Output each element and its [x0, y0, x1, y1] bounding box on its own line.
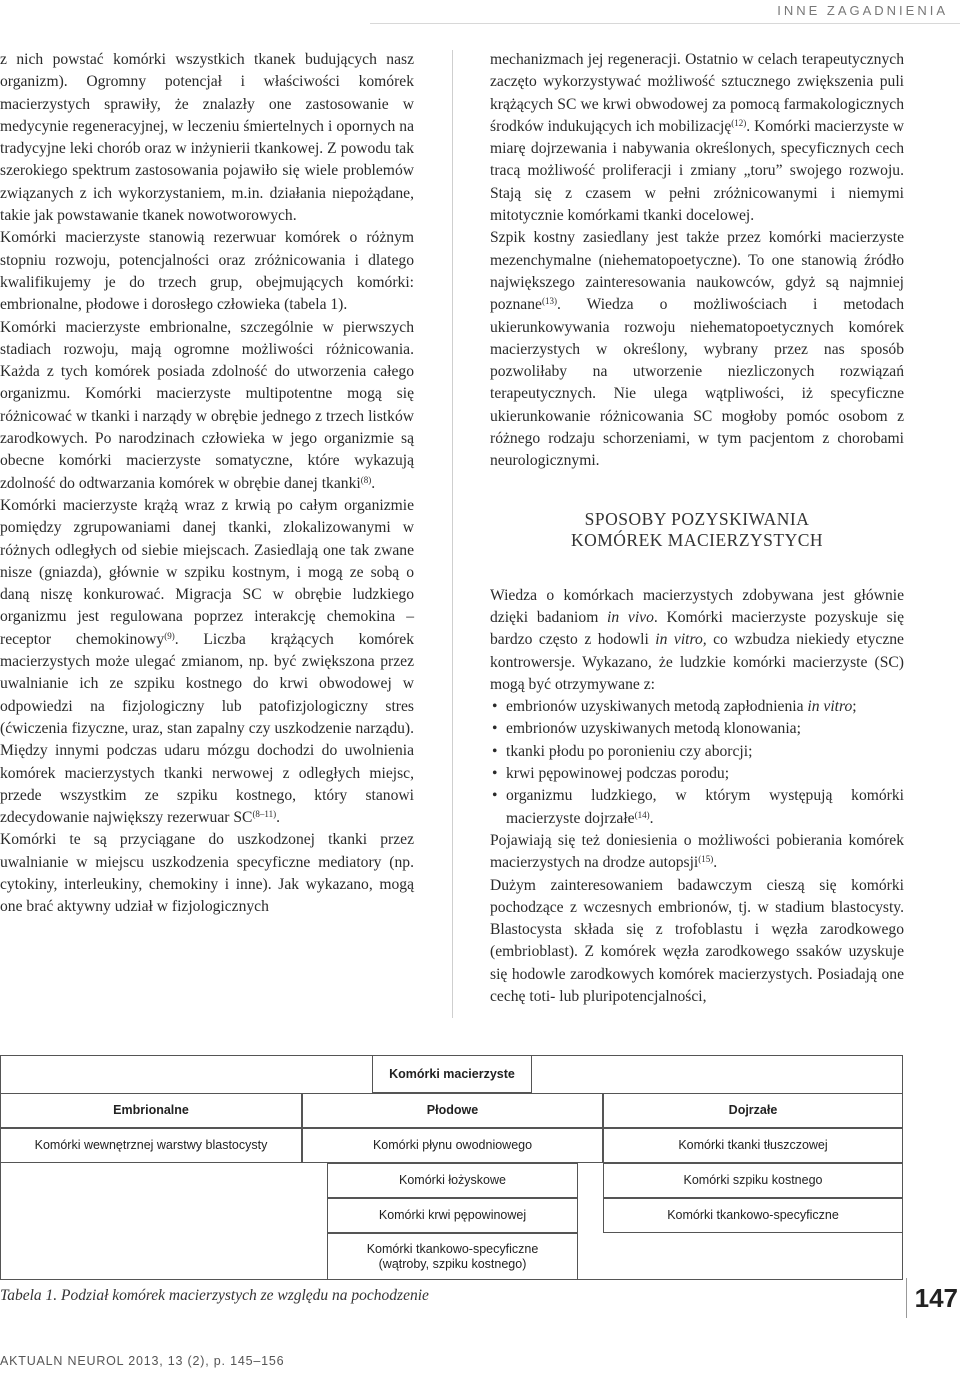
text: Komórki macierzyste embrionalne, szczególnie w pierwszych stadiach rozwoju, mają ogromne możliwości różnicowania. Każda z tych komórek posiada zdolność do utworzenia całego organizmu. Komórki macierzyste multipotentne mogą się różnicować w tkanki i narządy w obrębie jednego z trzech listków zarodkowych. Po narodzinach człowieka w jego organizmie są obecne komórki macierzyste somatyczne, które wykazują zdolność do odtwarzania komórek w obrębie danej tkanki	[0, 318, 414, 492]
right-paragraph-3	[490, 585, 904, 696]
section-heading	[490, 509, 904, 551]
reference: (13)	[541, 296, 557, 307]
left-paragraph-2: Komórki macierzyste stanowią rezerwuar komórek o różnym stopniu rozwoju, potencjalności oraz zróżnicowania i dlatego kwalifikujemy je do trzech grup, obejmujących komórki: embrionalne, płodowe i dorosłego człowieka (tabela 1).	[0, 229, 414, 314]
text: .	[713, 854, 718, 872]
reference: (15)	[698, 854, 714, 865]
text: co wzbudza niekiedy etyczne kontrowersje. Wykazano, że ludzkie komórki macierzyste (SC) mogą być otrzymywane z:	[490, 631, 904, 693]
text: . Liczba krążących komórek macierzystych może ulegać zmianom, np. być zwiększona przez uwalnianie ich ze szpiku kostnego do krwi obwodowej w odpowiedzi na fizjologiczny lub patofizjologiczny stres (ćwiczenia fizyczne, uraz, stan zapalny czy uszkodzenie narządu). Między innymi podczas udaru mózgu dochodzi do uwolnienia komórek macierzystych tkanki nerwowej z odległych miejsc, przede wszystkim ze szpiku kostnego, który stanowi zdecydowanie największy rezerwuar SC	[0, 630, 414, 827]
right-paragraph-2	[490, 227, 904, 472]
section-heading-line-1: SPOSOBY POZYSKIWANIA	[584, 508, 810, 529]
right-column	[490, 49, 904, 1008]
italic-term: in vivo	[607, 608, 654, 626]
table-cell: Komórki płynu owodniowego	[302, 1128, 603, 1163]
section-heading-line-2: KOMÓREK MACIERZYSTYCH	[570, 529, 824, 550]
table-cell: Komórki szpiku kostnego	[603, 1163, 902, 1198]
table-cell: Komórki łożyskowe	[327, 1163, 578, 1198]
running-head: INNE ZAGADNIENIA	[370, 0, 960, 24]
text: ;	[852, 698, 857, 716]
text: organizmu ludzkiego, w którym występują komórki macierzyste dojrzałe	[506, 787, 904, 827]
text: Wiedza o komórkach macierzystych zdobywana jest głównie dzięki badaniom	[490, 586, 904, 626]
table-cell: Komórki wewnętrznej warstwy blastocysty	[1, 1128, 302, 1163]
text: mechanizmach jej regeneracji. Ostatnio w celach terapeutycznych zaczęto wykorzystywać możliwość sztucznego zwiększenia puli krążących SC we krwi obwodowej za pomocą farmakologicznych środków indukujących ich mobilizację	[490, 51, 904, 135]
table-cell: Komórki krwi pępowinowej	[327, 1198, 578, 1233]
stem-cell-table	[0, 1055, 903, 1280]
list-item: • embrionów uzyskiwanych metodą klonowania;	[490, 718, 904, 740]
column-divider	[452, 50, 453, 1018]
table-cell-line: (wątroby, szpiku kostnego)	[378, 1256, 527, 1271]
left-paragraph-5: Komórki te są przyciągane do uszkodzonej tkanki przez uwalnianie w miejscu uszkodzenia specyficzne mediatory (np. cytokiny, interleukiny, chemokiny i inne). Jak wykazano, mogą one brać aktywny udział w fizjologicznych	[0, 831, 414, 916]
table-cell: Komórki tkanki tłuszczowej	[603, 1128, 902, 1163]
text: Komórki macierzyste krążą wraz z krwią po całym organizmie pomiędzy zgrupowaniami danej tkanki, zlokalizowanymi w różnych odległych od siebie miejscach. Zasiedlają one tak zwane nisze (gniazda), głównie w szpiku kostnym, i mogą ze sobą o daną niszę konkurować. Migracja SC w obrębie ludzkiego organizmu jest regulowana poprzez interakcję chemokina – receptor chemokinowy	[0, 496, 414, 648]
list-item	[490, 696, 904, 718]
text: embrionów uzyskiwanych metodą zapłodnienia	[506, 698, 808, 716]
page-number: 147	[906, 1278, 960, 1318]
text: . Komórki macierzyste pozyskuje się bardzo często z hodowli	[490, 608, 904, 649]
reference: (9)	[164, 630, 175, 641]
text: . Wiedza o możliwościach i metodach ukierunkowywania rozwoju niehematopoetycznych komórek macierzystych w określony, wybrany przez nas sposób pozwoliłaby na utworzenie niezliczonych rozwiązań terapeutycznych. Nie ulega wątpliwości, iż specyficzne ukierunkowanie różnicowania SC mogłoby pomóc osobom z różnego rodzaju schorzeniami, w tym pacjentom z chorobami neurologicznymi.	[490, 296, 904, 470]
left-column	[0, 49, 414, 919]
right-paragraph-5: Dużym zainteresowaniem badawczym cieszą się komórki pochodzące z wczesnych embrionów, tj. w stadium blastocysty. Blastocysta składa się z trofoblastu i węzła zarodkowego (embrioblast). Z komórek węzła zarodkowego ssaków uzyskuje się hodowle zarodkowych komórek macierzystych. Posiadają one cechę toti- lub pluripotencjalności,	[490, 876, 904, 1005]
table-title: Komórki macierzyste	[372, 1056, 532, 1093]
list-item: • krwi pępowinowej podczas porodu;	[490, 763, 904, 785]
right-paragraph-4	[490, 830, 904, 875]
table-header-plodowe: Płodowe	[302, 1093, 603, 1128]
text: Pojawiają się też doniesienia o możliwości pobierania komórek macierzystych na drodze autopsji	[490, 831, 904, 872]
right-paragraph-1	[490, 49, 904, 227]
reference: (8–11)	[252, 809, 277, 820]
left-paragraph-1: z nich powstać komórki wszystkich tkanek budujących nasz organizm). Ogromny potencjał i właściwości komórek macierzystych sprawiły, że znalazły one zastosowanie w medycynie regeneracyjnej, w leczeniu śmiertelnych i opornych na tradycyjne leki chorób oraz w inżynierii tkankowej. Z powodu tak szerokiego spektrum zastosowania pojawiło się wiele problemów związanych z ich wykorzystaniem, m.in. działania niepożądane, takie jak powstawanie tkanek nowotworowych.	[0, 51, 414, 225]
reference: (14)	[634, 809, 650, 820]
reference: (12)	[731, 117, 747, 128]
sources-list	[490, 696, 904, 830]
list-item	[490, 785, 904, 830]
table-cell: Komórki tkankowo-specyficzne	[603, 1198, 902, 1233]
left-paragraph-3	[0, 317, 414, 495]
text: Szpik kostny zasiedlany jest także przez komórki macierzyste mezenchymalne (niehematopoetyczne). To one stanowią źródło największego zainteresowania naukowców, gdyż są najmniej poznane	[490, 229, 904, 314]
table-caption: Tabela 1. Podział komórek macierzystych ze względu na pochodzenie	[0, 1287, 429, 1304]
reference: (8)	[360, 474, 372, 485]
table-cell-line: Komórki tkankowo-specyficzne	[366, 1241, 539, 1256]
text: .	[371, 474, 376, 492]
left-paragraph-4	[0, 495, 414, 829]
table-header-embrionalne: Embrionalne	[1, 1093, 302, 1128]
text: .	[649, 809, 654, 827]
text: . Komórki macierzyste w miarę dojrzewania i nabywania określonych, specyficznych cech tracą możliwość proliferacji i zmiany „toru” swojego rozwoju. Stają się z czasem w pełni zróżnicowanymi i niemymi mitotycznie komórkami tkanki docelowej.	[490, 117, 905, 225]
journal-footer: AKTUALN NEUROL 2013, 13 (2), p. 145–156	[0, 1354, 285, 1368]
italic-term: in vitro,	[655, 631, 707, 649]
table-header-dojrzale: Dojrzałe	[603, 1093, 902, 1128]
italic-term: in vitro	[807, 698, 853, 716]
text: .	[276, 809, 281, 827]
table-cell	[327, 1233, 578, 1279]
list-item: • tkanki płodu po poronieniu czy aborcji;	[490, 741, 904, 763]
